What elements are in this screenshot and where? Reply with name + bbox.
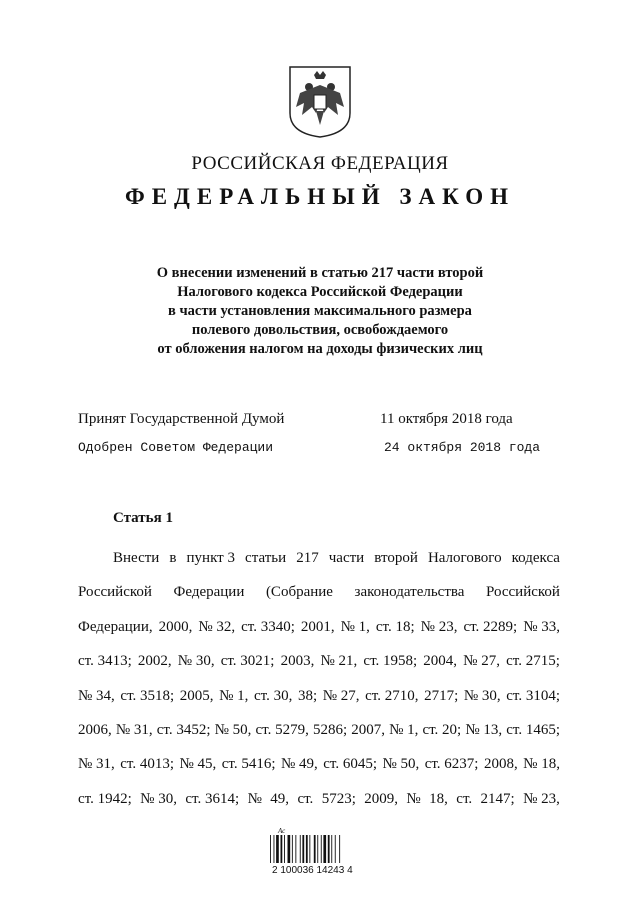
coat-of-arms-emblem-icon (286, 63, 354, 139)
body-word: № 23, (420, 618, 458, 635)
body-word: № (406, 790, 421, 807)
body-word: ст. 30, (254, 687, 293, 704)
body-word: 2000, (158, 618, 193, 635)
body-word: 2006, (78, 721, 112, 738)
body-word: статьи (245, 550, 287, 566)
body-word: № 50, (214, 721, 252, 738)
body-word: кодекса (511, 550, 560, 566)
body-word: ст. 3614; (185, 790, 240, 807)
body-word: № 1, (340, 618, 370, 635)
body-word: 2002, (137, 653, 172, 670)
law-title-line: от обложения налогом на доходы физических лиц (157, 341, 483, 357)
body-word: ст. 5416; (221, 756, 276, 773)
body-word: № 1, (219, 687, 249, 704)
council-approval-date: 24 октября 2018 года (384, 440, 541, 455)
body-word: 2007, (351, 721, 385, 738)
body-word: второй (374, 550, 418, 566)
body-word: № 31, (115, 721, 153, 738)
barcode-bars (268, 835, 368, 865)
body-word: законодательства (354, 584, 465, 601)
barcode-bar (300, 835, 301, 863)
law-title (100, 264, 540, 359)
barcode-bar (274, 835, 275, 863)
body-word: 2717; (424, 687, 459, 704)
body-word: 18, (429, 790, 448, 807)
body-word: 2005, (179, 687, 214, 704)
body-word: № 32, (198, 618, 236, 635)
body-word: № 27, (322, 687, 360, 704)
barcode-bar (317, 835, 318, 863)
body-word: № 33, (523, 618, 560, 635)
body-word: № (247, 790, 262, 807)
barcode-bar (321, 835, 322, 863)
body-word: № 45, (179, 756, 217, 773)
body-word: 38; (297, 687, 318, 704)
body-word: Налогового (427, 550, 502, 566)
body-word: ст. 2715; (506, 653, 560, 670)
barcode-bar (314, 835, 316, 863)
barcode-bar (331, 835, 332, 863)
body-word: части (328, 550, 365, 566)
body-word: пункт 3 (186, 550, 235, 566)
body-word: № 18, (523, 756, 560, 773)
body-word: Внести (113, 550, 160, 566)
body-word: № 50, (382, 756, 420, 773)
body-word: 49, (270, 790, 290, 807)
body-line (78, 644, 560, 678)
barcode-bar (288, 835, 291, 863)
body-line (78, 713, 560, 747)
duma-adoption-date: 11 октября 2018 года (380, 411, 513, 427)
barcode-bar (292, 835, 293, 863)
barcode-bar (270, 835, 271, 863)
body-word: Российской (78, 584, 152, 601)
barcode-bar (306, 835, 308, 863)
country-name: РОССИЙСКАЯ ФЕДЕРАЦИЯ (191, 153, 449, 174)
article-body (78, 541, 560, 816)
body-line (78, 679, 560, 713)
barcode-number: 2 100036 14243 4 (272, 865, 353, 876)
duma-adoption-label: Принят Государственной Думой (78, 411, 285, 427)
body-word: 2009, (364, 790, 399, 807)
body-word: ст. 5279, (255, 721, 309, 738)
body-word: Федерации, (78, 618, 153, 635)
body-word: ст. 3518; (120, 687, 175, 704)
body-line (78, 575, 560, 609)
body-word: 2004, (423, 653, 458, 670)
law-title-line: Налогового кодекса Российской Федерации (177, 284, 463, 300)
body-word: ст. 3021; (220, 653, 275, 670)
body-word: № 21, (320, 653, 358, 670)
law-title-line: в части установления максимального размера (168, 303, 472, 319)
body-word: ст. 20; (422, 721, 462, 738)
body-word: в (169, 550, 177, 566)
body-word: ст. 1465; (506, 721, 560, 738)
body-word: ст. 4013; (120, 756, 175, 773)
barcode-bar (295, 835, 296, 863)
body-word: ст. 6045; (323, 756, 377, 773)
body-word: № 23, (523, 790, 560, 807)
body-word: 2008, (483, 756, 518, 773)
body-word: ст. 1942; (78, 790, 132, 807)
barcode-bar (339, 835, 340, 863)
barcode-bar (309, 835, 310, 863)
body-word: ст. 18; (375, 618, 415, 635)
body-word: № 30, (177, 653, 215, 670)
body-word: ст. 3413; (78, 653, 132, 670)
body-word: 217 (296, 550, 319, 566)
barcode-bar (284, 835, 285, 863)
barcode-bar (276, 835, 279, 863)
body-word: ст. 2710, (365, 687, 419, 704)
body-word: 2147; (480, 790, 515, 807)
body-word: № 30, (463, 687, 501, 704)
body-word: Федерации (173, 584, 245, 601)
barcode-bar (281, 835, 283, 863)
barcode-bar (335, 835, 336, 863)
law-type-heading: ФЕДЕРАЛЬНЫЙ ЗАКОН (124, 184, 516, 209)
body-word: ст. 1958; (363, 653, 418, 670)
body-word: ст. 3452; (156, 721, 211, 738)
body-word: 5723; (321, 790, 356, 807)
body-word: Российской (486, 584, 560, 601)
body-word: № 34, (78, 687, 115, 704)
barcode (268, 827, 378, 877)
barcode-bar (323, 835, 326, 863)
body-word: ст. 2289; (463, 618, 518, 635)
body-line (78, 610, 560, 644)
barcode-bar (328, 835, 330, 863)
body-word: № 13, (465, 721, 503, 738)
body-line (78, 747, 560, 781)
law-title-line: полевого довольствия, освобождаемого (191, 322, 449, 338)
body-line (78, 541, 560, 575)
body-word: ст. 6237; (424, 756, 479, 773)
body-word: № 31, (78, 756, 115, 773)
law-title-line: О внесении изменений в статью 217 части второй (156, 265, 484, 281)
barcode-bar (302, 835, 304, 863)
barcode-mark: Ас (278, 827, 286, 835)
council-approval-label: Одобрен Советом Федерации (78, 440, 274, 455)
body-word: № 27, (463, 653, 500, 670)
body-word: № 30, (140, 790, 177, 807)
body-line (78, 782, 560, 816)
body-word: (Собрание (265, 584, 333, 601)
body-word: 5286; (312, 721, 348, 738)
article-heading: Статья 1 (113, 510, 173, 526)
body-word: № 49, (280, 756, 318, 773)
body-word: ст. (297, 790, 314, 807)
body-word: 2003, (280, 653, 315, 670)
body-word: ст. 3340; (241, 618, 295, 635)
body-word: ст. (456, 790, 473, 807)
body-word: № 1, (389, 721, 419, 738)
body-word: 2001, (300, 618, 335, 635)
body-word: ст. 3104; (506, 687, 560, 704)
